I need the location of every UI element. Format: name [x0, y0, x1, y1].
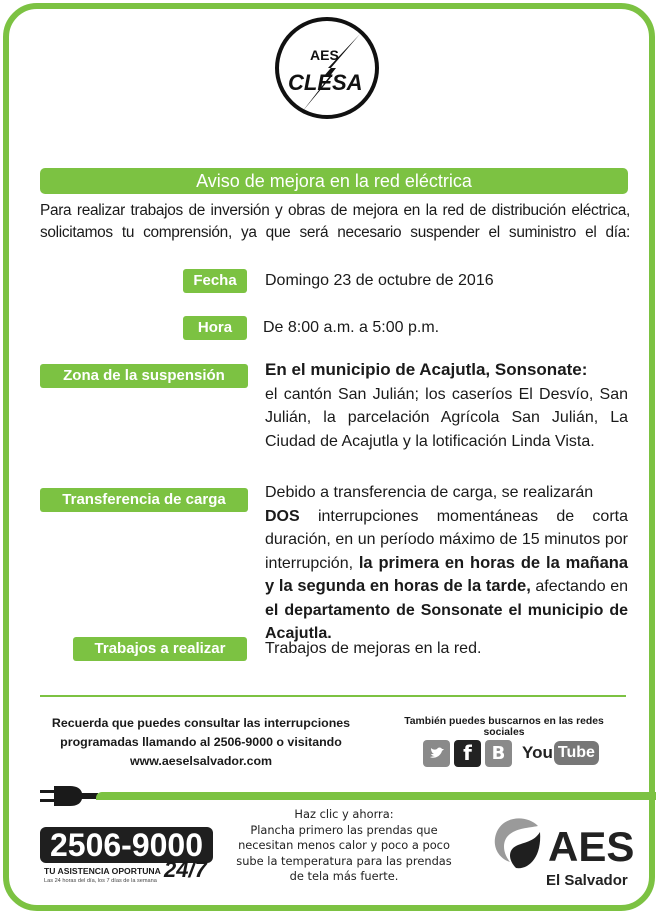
svg-text:AES: AES: [310, 47, 339, 63]
transferencia-paragraph: [40, 481, 628, 646]
transferencia-text-3: afectando en: [535, 578, 628, 595]
trabajos-value: Trabajos de mejoras en la red.: [265, 640, 482, 657]
energy-tip: Haz clic y ahorra: Plancha primero las prendas que necesitan menos calor y poco a poco sube la temperatura para las prendas de tela más fuerte.: [236, 807, 452, 884]
social-title: También puedes buscarnos en las redes sociales: [404, 716, 604, 738]
intro-paragraph: Para realizar trabajos de inversión y obras de mejora en la red de distribución eléctrica, solicitamos tu comprensión, ya que será necesario suspender el suministro el día:: [40, 202, 630, 241]
phone-tagline: TU ASISTENCIA OPORTUNA: [44, 866, 161, 876]
trabajos-label: Trabajos a realizar: [73, 637, 247, 661]
twitter-icon[interactable]: [423, 740, 450, 767]
transferencia-horas: la primera en horas de la mañana y la segunda en horas de la tarde,: [265, 553, 629, 595]
footer-info: Recuerda que puedes consultar las interrupciones programadas llamando al 2506-9000 o visitando www.aeselsalvador.com: [36, 714, 366, 771]
transferencia-label: Transferencia de carga: [40, 488, 248, 512]
zona-lead: En el municipio de Acajutla, Sonsonate:: [265, 360, 588, 379]
transferencia-dos: DOS: [265, 507, 300, 525]
phone-hours: Las 24 horas del día, los 7 días de la semana: [44, 878, 157, 884]
zona-paragraph: [40, 358, 628, 453]
facebook-icon[interactable]: f: [454, 740, 481, 767]
blogger-icon[interactable]: B: [485, 740, 512, 767]
badge-247: 24/7: [164, 857, 207, 882]
hora-label: Hora: [183, 316, 247, 340]
svg-text:CLESA: CLESA: [288, 70, 363, 95]
zona-text: el cantón San Julián; los caseríos El Desvío, San Julián, la parcelación Agrícola San Julián, La Ciudad de Acajutla y la lotificación Linda Vista.: [265, 385, 628, 450]
website-link[interactable]: www.aeselsalvador.com: [129, 754, 273, 768]
fecha-value: Domingo 23 de octubre de 2016: [265, 272, 494, 289]
notice-title: Aviso de mejora en la red eléctrica: [40, 168, 628, 194]
phone-number[interactable]: 2506-9000: [40, 827, 213, 863]
zona-label: Zona de la suspensión: [40, 364, 248, 388]
aes-swirl-icon: [488, 812, 548, 872]
transferencia-text-2: interrupciones momentáneas de corta duración, en un período máximo de 15 minutos por interrupción,: [265, 507, 628, 572]
transferencia-zona: el departamento de Sonsonate el municipio de Acajutla.: [265, 601, 628, 642]
green-strip: [96, 792, 656, 800]
hora-value: De 8:00 a.m. a 5:00 p.m.: [263, 319, 440, 336]
plug-icon: [40, 783, 98, 809]
youtube-logo[interactable]: You Tube: [522, 741, 599, 765]
aes-clesa-logo: [272, 14, 382, 122]
social-icons: [423, 738, 599, 768]
transferencia-text-1: Debido a transferencia de carga, se realizarán: [265, 484, 594, 501]
aes-brand-name: AES: [548, 823, 635, 870]
divider: [40, 695, 626, 697]
page-frame: [3, 3, 655, 911]
aes-country: El Salvador: [546, 872, 628, 889]
fecha-label: Fecha: [183, 269, 247, 293]
